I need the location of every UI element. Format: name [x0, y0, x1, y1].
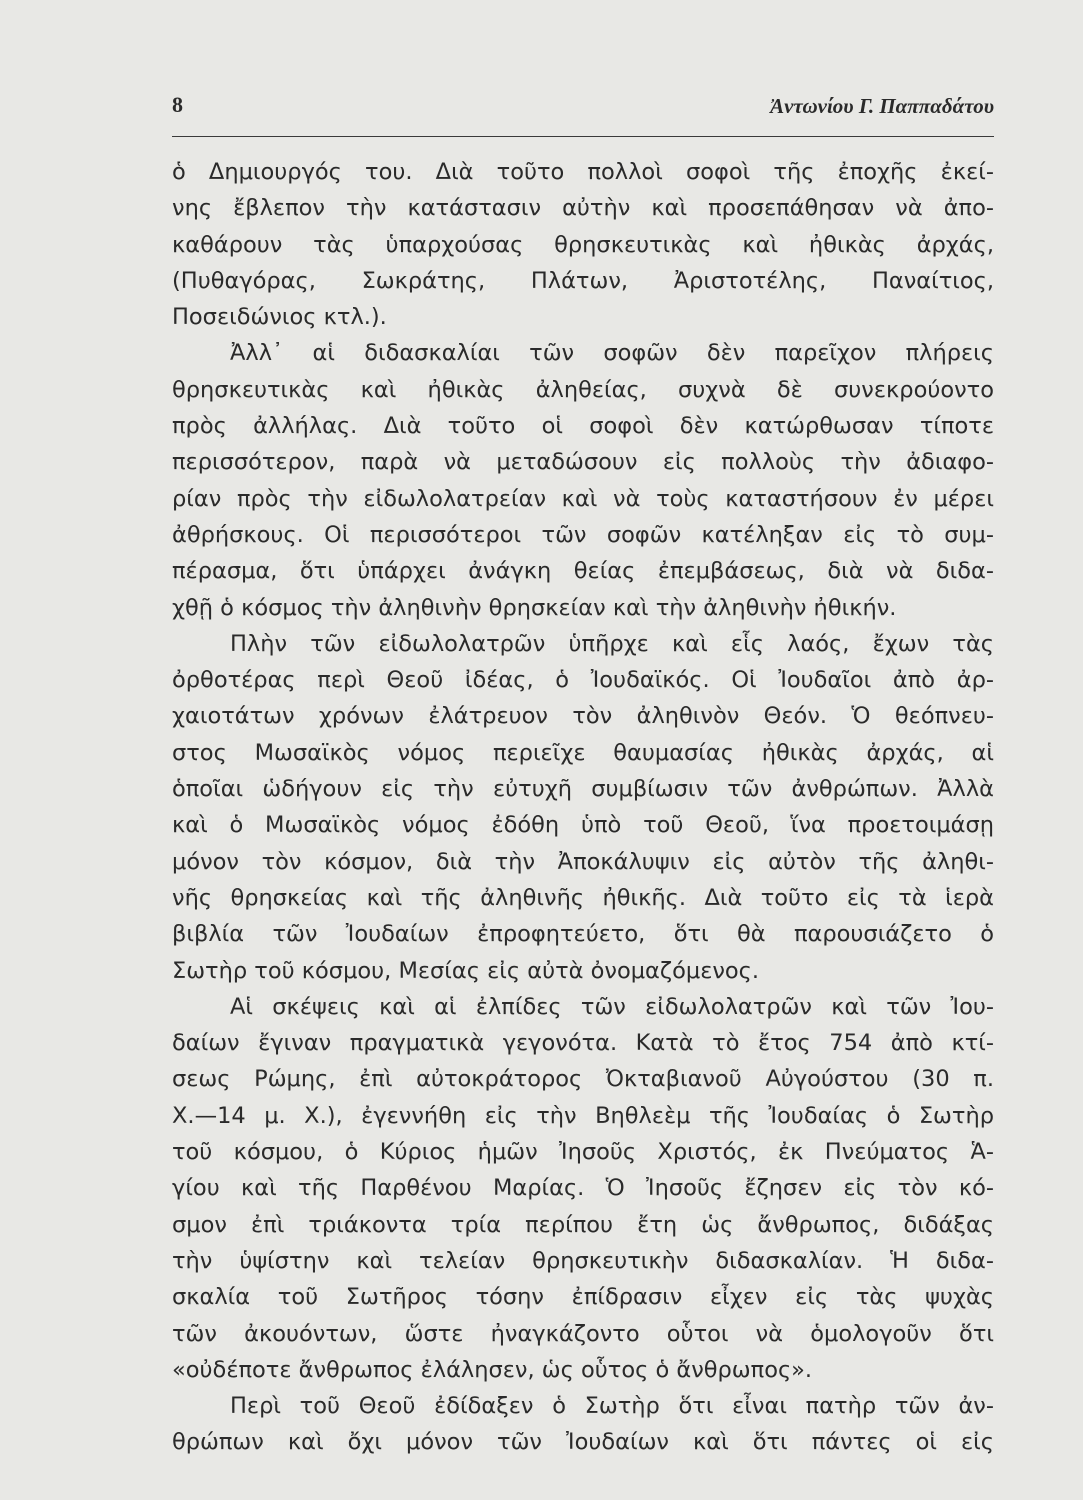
text-line: γίου καὶ τῆς Παρθένου Μαρίας. Ὁ Ἰησοῦς ἔζησεν εἰς τὸν κό-	[172, 1175, 994, 1202]
text-line: μόνον τὸν κόσμον, διὰ τὴν Ἀποκάλυψιν εἰς αὐτὸν τῆς ἀληθι-	[172, 848, 994, 875]
text-line: σκαλία τοῦ Σωτῆρος τόσην ἐπίδρασιν εἶχεν εἰς τὰς ψυχὰς	[172, 1284, 994, 1311]
text-line: πρὸς ἀλλήλας. Διὰ τοῦτο οἱ σοφοὶ δὲν κατώρθωσαν τίποτε	[172, 413, 994, 440]
text-line: σμον ἐπὶ τριάκοντα τρία περίπου ἔτη ὡς ἄνθρωπος, διδάξας	[172, 1211, 994, 1238]
text-line: Πλὴν τῶν εἰδωλολατρῶν ὑπῆρχε καὶ εἷς λαός, ἔχων τὰς	[230, 630, 994, 657]
text-line: χθῇ ὁ κόσμος τὴν ἀληθινὴν θρησκείαν καὶ τὴν ἀληθινὴν ἠθικήν.	[172, 594, 897, 621]
text-line: σεως Ρώμης, ἐπὶ αὐτοκράτορος Ὀκταβιανοῦ Αὐγούστου (30 π.	[172, 1066, 994, 1093]
text-line: νῆς θρησκείας καὶ τῆς ἀληθινῆς ἠθικῆς. Διὰ τοῦτο εἰς τὰ ἱερὰ	[172, 884, 994, 911]
text-line: ὁ Δημιουργός του. Διὰ τοῦτο πολλοὶ σοφοὶ τῆς ἐποχῆς ἐκεί-	[172, 159, 994, 185]
text-line: βιβλία τῶν Ἰουδαίων ἐπροφητεύετο, ὅτι θὰ παρουσιάζετο ὁ	[172, 921, 994, 948]
text-line: Περὶ τοῦ Θεοῦ ἐδίδαξεν ὁ Σωτὴρ ὅτι εἶναι πατὴρ τῶν ἀν-	[230, 1393, 994, 1420]
text-line: ρίαν πρὸς τὴν εἰδωλολατρείαν καὶ νὰ τοὺς καταστήσουν ἐν μέρει	[172, 485, 994, 512]
text-line: Ποσειδώνιος κτλ.).	[172, 304, 387, 331]
text-line: τοῦ κόσμου, ὁ Κύριος ἡμῶν Ἰησοῦς Χριστός, ἐκ Πνεύματος Ἁ-	[172, 1139, 994, 1166]
text-line: (Πυθαγόρας, Σωκράτης, Πλάτων, Ἀριστοτέλης, Παναίτιος,	[172, 267, 994, 294]
running-head-author: Ἀντωνίου Γ. Παππαδάτου	[770, 94, 994, 118]
text-line: Σωτὴρ τοῦ κόσμου, Μεσίας εἰς αὐτὰ ὀνομαζόμενος.	[172, 957, 760, 984]
text-line: νης ἔβλεπον τὴν κατάστασιν αὐτὴν καὶ προσεπάθησαν νὰ ἀπο-	[172, 195, 994, 222]
text-line: δαίων ἔγιναν πραγματικὰ γεγονότα. Κατὰ τὸ ἔτος 754 ἀπὸ κτί-	[172, 1030, 994, 1057]
text-line: τὴν ὑψίστην καὶ τελείαν θρησκευτικὴν διδασκαλίαν. Ἡ διδα-	[172, 1247, 994, 1274]
text-line: θρώπων καὶ ὄχι μόνον τῶν Ἰουδαίων καὶ ὅτι πάντες οἱ εἰς	[172, 1429, 994, 1456]
text-line: «οὐδέποτε ἄνθρωπος ἐλάλησεν, ὡς οὗτος ὁ ἄνθρωπος».	[172, 1356, 813, 1383]
text-line: χαιοτάτων χρόνων ἐλάτρευον τὸν ἀληθινὸν Θεόν. Ὁ θεόπνευ-	[172, 703, 994, 730]
text-line: τῶν ἀκουόντων, ὥστε ἠναγκάζοντο οὗτοι νὰ ὁμολογοῦν ὅτι	[172, 1320, 994, 1347]
text-line: πέρασμα, ὅτι ὑπάρχει ἀνάγκη θείας ἐπεμβάσεως, διὰ νὰ διδα-	[172, 558, 994, 585]
text-line: καὶ ὁ Μωσαϊκὸς νόμος ἐδόθη ὑπὸ τοῦ Θεοῦ, ἵνα προετοιμάσῃ	[172, 812, 994, 839]
text-line: ὁποῖαι ὡδήγουν εἰς τὴν εὐτυχῆ συμβίωσιν τῶν ἀνθρώπων. Ἀλλὰ	[172, 776, 994, 803]
text-line: στος Μωσαϊκὸς νόμος περιεῖχε θαυμασίας ἠθικὰς ἀρχάς, αἱ	[172, 739, 994, 766]
body-text	[172, 154, 994, 1461]
text-line: περισσότερον, παρὰ νὰ μεταδώσουν εἰς πολλοὺς τὴν ἀδιαφο-	[172, 449, 994, 476]
text-line: Ἀλλ᾽ αἱ διδασκαλίαι τῶν σοφῶν δὲν παρεῖχον πλήρεις	[230, 340, 994, 367]
text-line: ἀθρήσκους. Οἱ περισσότεροι τῶν σοφῶν κατέληξαν εἰς τὸ συμ-	[172, 521, 994, 548]
page-number: 8	[172, 92, 183, 117]
text-line: Χ.—14 μ. Χ.), ἐγεννήθη εἰς τὴν Βηθλεὲμ τῆς Ἰουδαίας ὁ Σωτὴρ	[172, 1102, 994, 1129]
text-line: καθάρουν τὰς ὑπαρχούσας θρησκευτικὰς καὶ ἠθικὰς ἀρχάς,	[172, 231, 994, 258]
page-header	[172, 92, 994, 136]
text-line: Αἱ σκέψεις καὶ αἱ ἐλπίδες τῶν εἰδωλολατρῶν καὶ τῶν Ἰου-	[230, 993, 994, 1020]
text-line: θρησκευτικὰς καὶ ἠθικὰς ἀληθείας, συχνὰ δὲ συνεκρούοντο	[172, 376, 994, 403]
text-line: ὀρθοτέρας περὶ Θεοῦ ἰδέας, ὁ Ἰουδαϊκός. Οἱ Ἰουδαῖοι ἀπὸ ἀρ-	[172, 667, 994, 694]
header-rule	[172, 136, 994, 137]
